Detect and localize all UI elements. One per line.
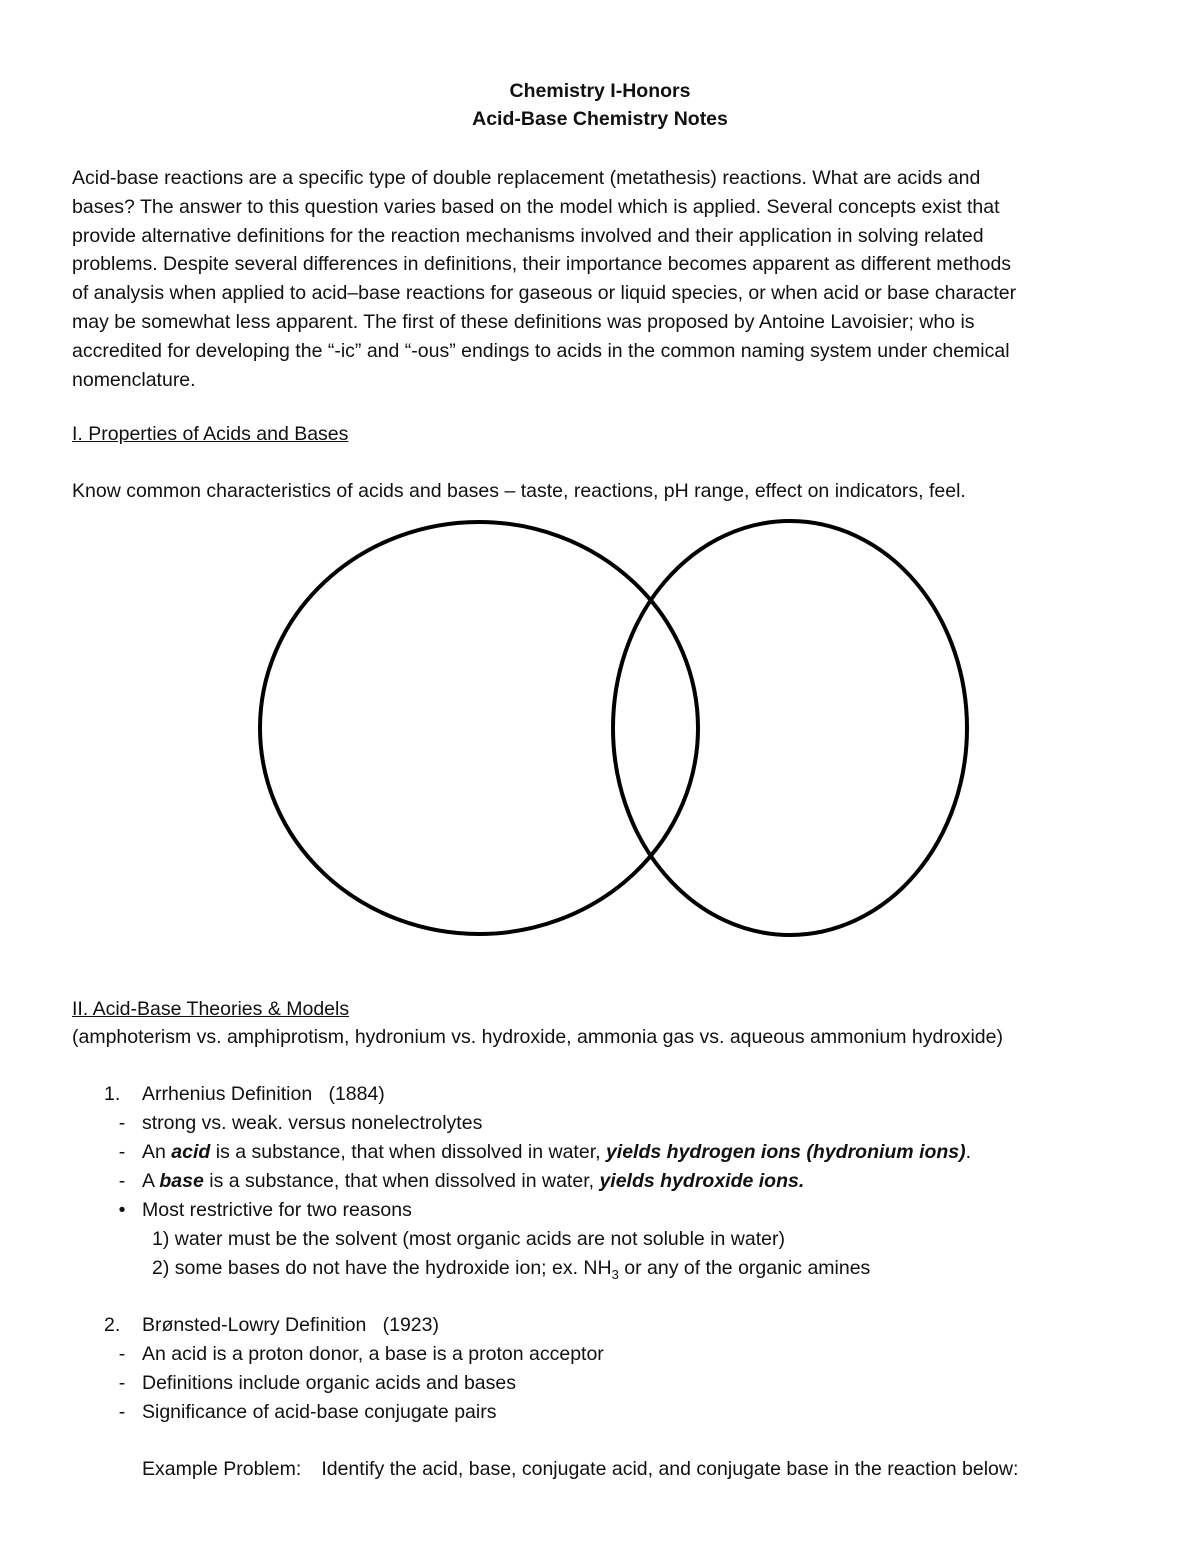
bronsted-bullets	[118, 1343, 604, 1430]
example-problem	[142, 1458, 1018, 1481]
bronsted-year: (1923)	[382, 1314, 439, 1336]
notes-title: Acid-Base Chemistry Notes	[472, 108, 728, 130]
intro-line: Acid-base reactions are a specific type of double replacement (metathesis) reactions. What are acids and	[72, 167, 981, 189]
dash-bullet: -	[118, 1343, 126, 1365]
bronsted-heading	[142, 1314, 439, 1337]
reason-text: or any of the organic amines	[618, 1257, 871, 1279]
dot-bullet: •	[118, 1199, 126, 1221]
intro-line: bases? The answer to this question varies based on the model which is applied. Several concepts exist that	[72, 195, 1000, 218]
section-heading-theories: II. Acid-Base Theories & Models	[72, 998, 350, 1020]
dash-bullet: -	[118, 1170, 126, 1192]
dash-bullet: -	[118, 1141, 126, 1163]
arrhenius-heading	[142, 1083, 385, 1106]
arrhenius-year: (1884)	[328, 1083, 385, 1105]
dash-bullet: -	[118, 1372, 126, 1394]
course-title: Chemistry I-Honors	[509, 80, 691, 102]
list-item	[118, 1170, 971, 1199]
intro-line: nomenclature.	[72, 368, 196, 391]
list-item	[118, 1141, 972, 1170]
intro-paragraph	[72, 164, 1122, 394]
arrhenius-bullets	[118, 1112, 972, 1286]
bullet-text: A	[142, 1170, 160, 1192]
bullet-text: Significance of acid-base conjugate pairs	[142, 1401, 497, 1423]
bronsted-title: Brønsted-Lowry Definition	[142, 1314, 367, 1336]
intro-line: provide alternative definitions for the reaction mechanisms involved and their application in solving related	[72, 224, 984, 247]
dash-bullet: -	[118, 1401, 126, 1423]
term-acid: acid	[171, 1141, 211, 1163]
list-number: 2.	[104, 1314, 121, 1336]
venn-diagram	[0, 500, 1200, 960]
example-label: Example Problem:	[142, 1458, 302, 1480]
list-item	[118, 1112, 971, 1141]
example-text: Identify the acid, base, conjugate acid, and conjugate base in the reaction below:	[321, 1458, 1019, 1480]
bullet-text: strong vs. weak. versus nonelectrolytes	[142, 1112, 483, 1134]
properties-instruction: Know common characteristics of acids and bases – taste, reactions, pH range, effect on indicators, feel.	[72, 480, 966, 502]
bullet-text: .	[965, 1141, 972, 1163]
intro-line: accredited for developing the “-ic” and “-ous” endings to acids in the common naming system under chemical	[72, 339, 1010, 362]
bullet-text: is a substance, that when dissolved in water,	[203, 1170, 600, 1192]
bullet-text: An acid is a proton donor, a base is a proton acceptor	[142, 1343, 604, 1365]
section-heading-properties: I. Properties of Acids and Bases	[72, 423, 349, 445]
list-item	[142, 1228, 971, 1257]
intro-line: may be somewhat less apparent. The first of these definitions was proposed by Antoine Lavoisier; who is	[72, 310, 975, 333]
list-item	[142, 1257, 971, 1286]
bullet-text: Most restrictive for two reasons	[142, 1199, 412, 1221]
dash-bullet: -	[118, 1112, 126, 1134]
bullet-text: An	[142, 1141, 172, 1163]
emphasis-text: yields hydrogen ions (hydronium ions)	[605, 1141, 966, 1163]
reason-text: 1) water must be the solvent (most organic acids are not soluble in water)	[152, 1228, 785, 1250]
bullet-text: Definitions include organic acids and bases	[142, 1372, 516, 1394]
theories-subtitle: (amphoterism vs. amphiprotism, hydronium vs. hydroxide, ammonia gas vs. aqueous ammonium hydroxide)	[72, 1026, 1003, 1048]
list-item	[118, 1199, 971, 1228]
emphasis-text: yields hydroxide ions.	[599, 1170, 805, 1192]
venn-left-circle	[260, 522, 698, 934]
intro-line: problems. Despite several differences in definitions, their importance becomes apparent as different methods	[72, 253, 1012, 276]
subscript: 3	[611, 1266, 619, 1282]
reason-text: 2) some bases do not have the hydroxide ion; ex. NH	[152, 1257, 612, 1279]
venn-right-circle	[613, 521, 967, 935]
arrhenius-title: Arrhenius Definition	[142, 1083, 313, 1105]
intro-line: of analysis when applied to acid–base reactions for gaseous or liquid species, or when acid or base character	[72, 282, 1017, 305]
bullet-text: is a substance, that when dissolved in water,	[210, 1141, 606, 1163]
term-base: base	[159, 1170, 204, 1192]
list-number: 1.	[104, 1083, 121, 1105]
list-item	[118, 1343, 604, 1372]
list-item	[118, 1401, 604, 1430]
list-item	[118, 1372, 604, 1401]
